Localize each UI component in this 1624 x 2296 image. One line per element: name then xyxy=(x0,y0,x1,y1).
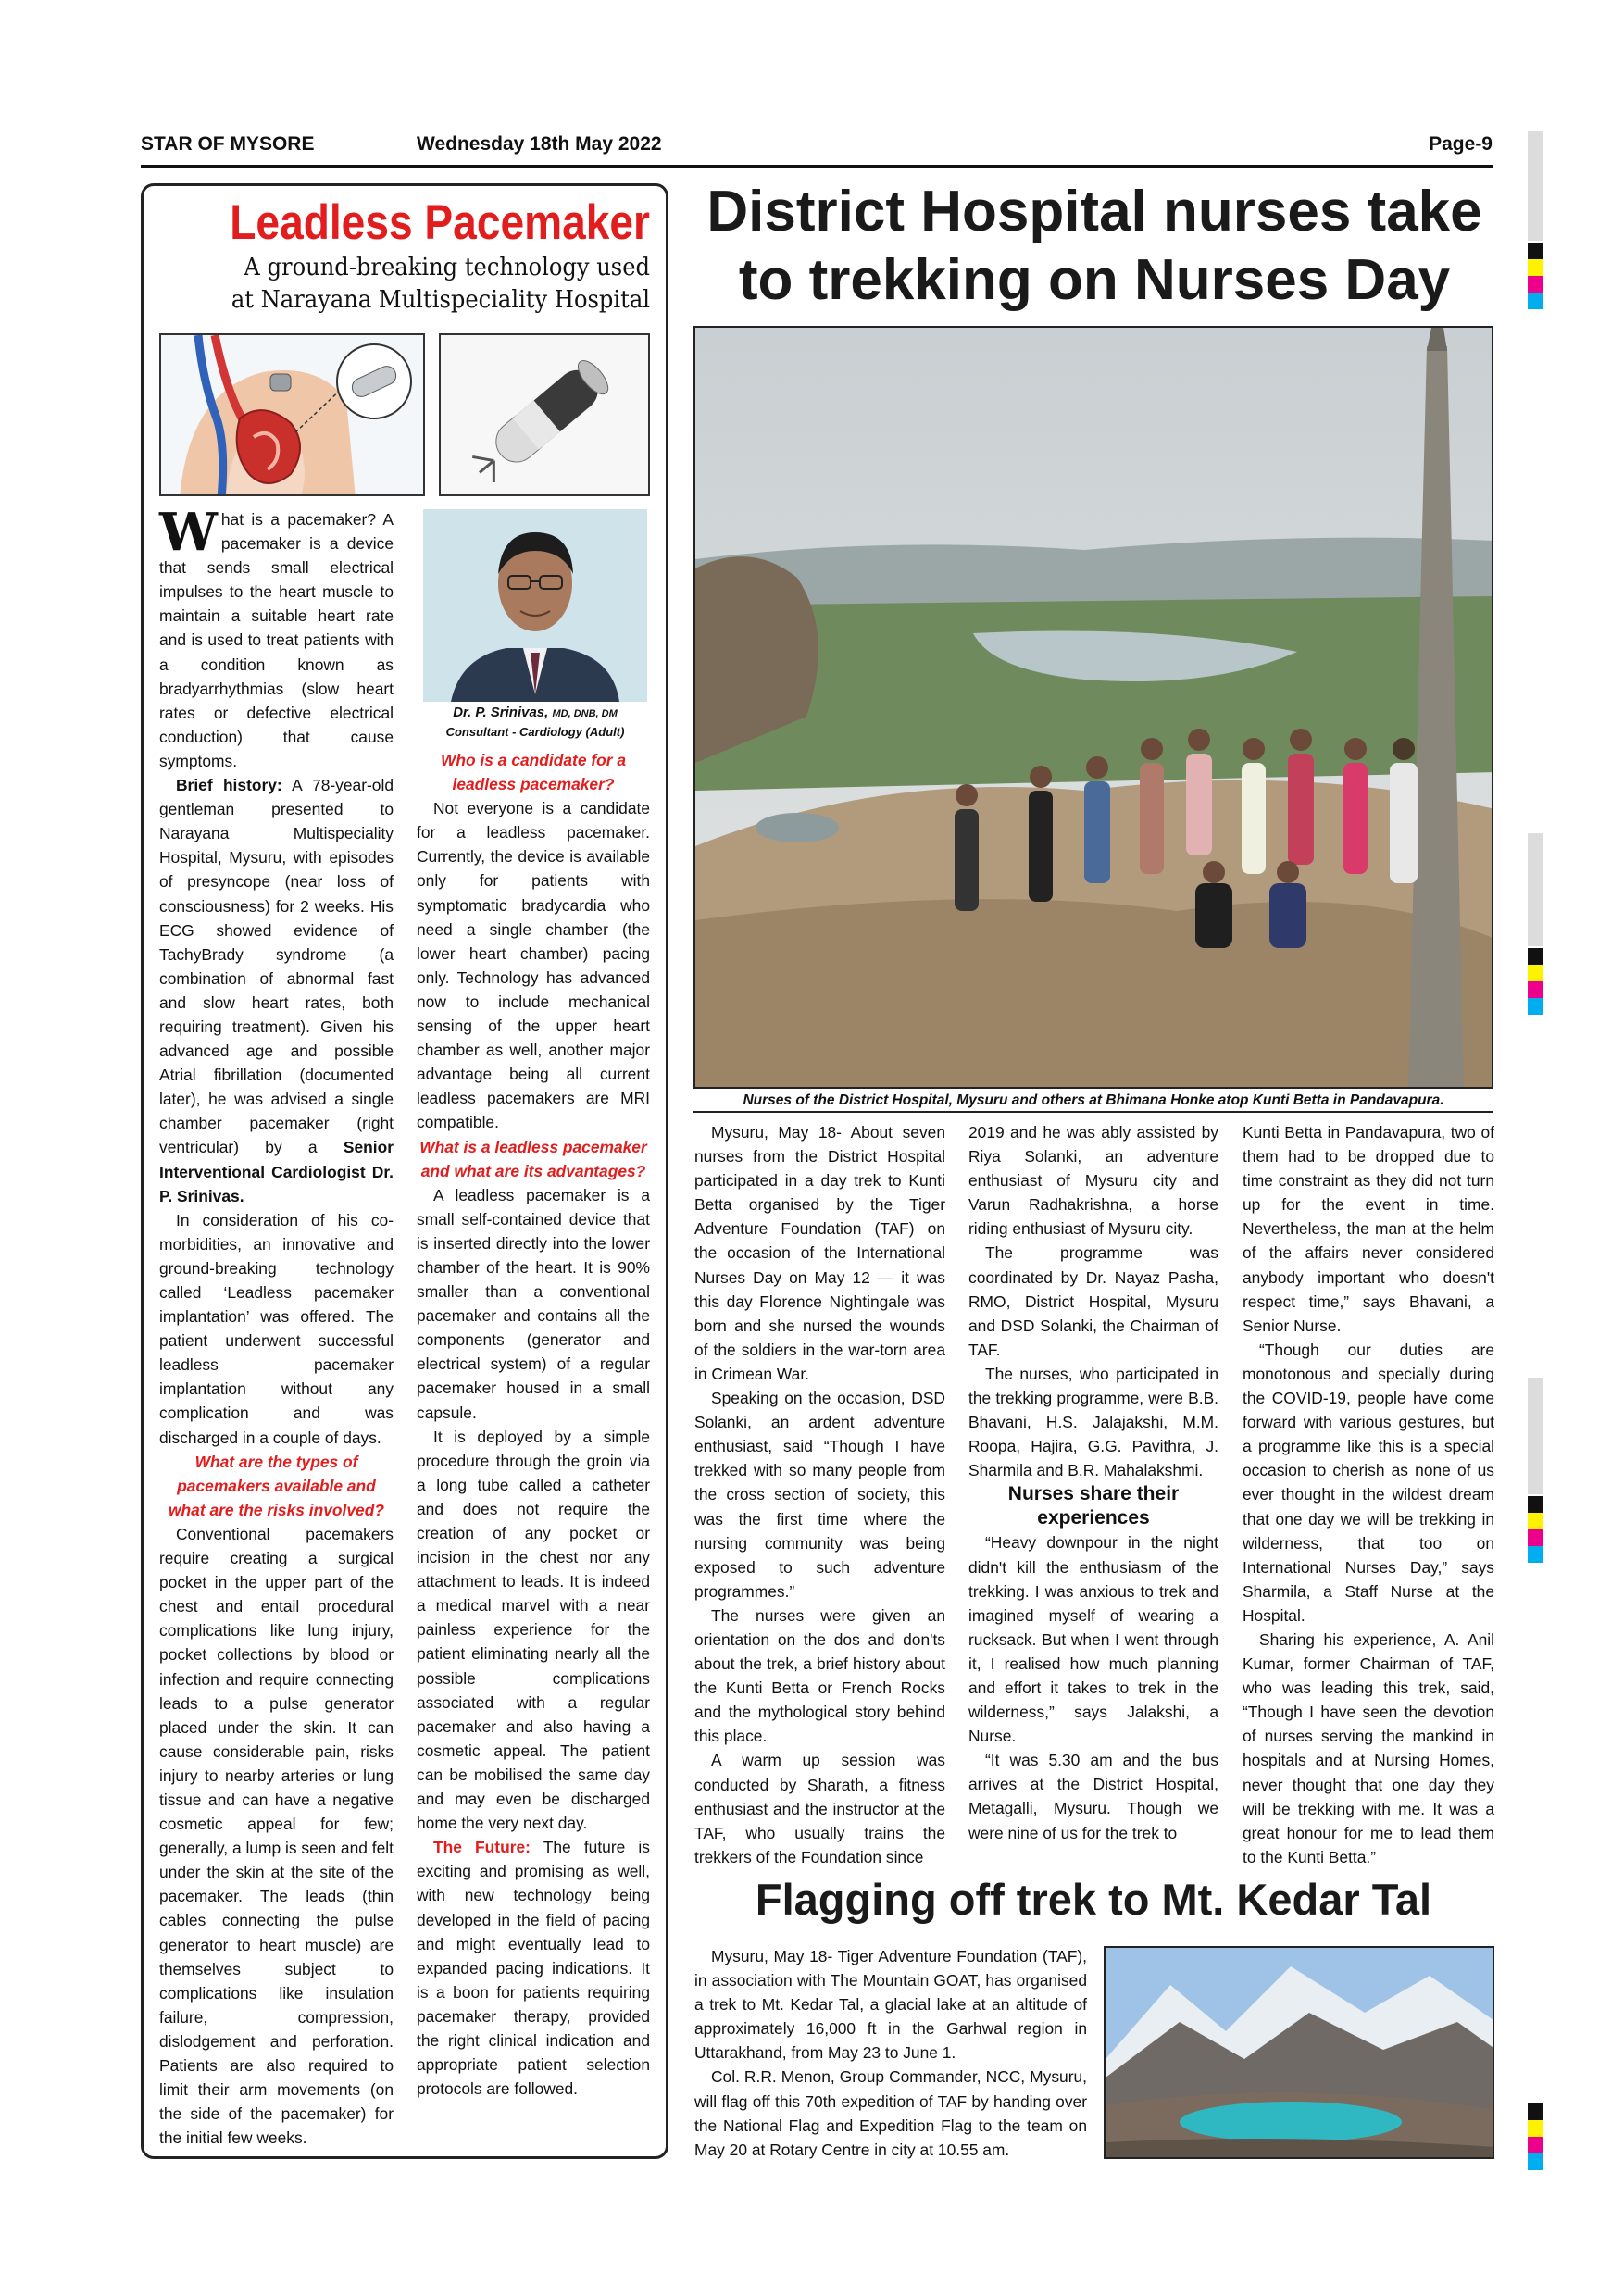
subheading: Nurses share their experiences xyxy=(1007,1483,1180,1529)
paragraph: The programme was coordinated by Dr. Nayaz Pasha, RMO, District Hospital, Mysuru and DSD Solanki, the Chairman of TAF. xyxy=(968,1243,1218,1359)
kedar-headline: Flagging off trek to Mt. Kedar Tal xyxy=(755,1875,1432,1924)
doctor-name: Dr. P. Srinivas, xyxy=(453,705,549,720)
registration-mark xyxy=(1528,2103,1543,2170)
paragraph: It is deployed by a simple procedure through the groin via a long tube called a catheter and does not require the creation of any pocket or incision in the chest nor any attachment to leads. It is indeed a medical marvel with a near painless experience for the patient eliminating nearly all the possible complications associated with a regular pacemaker and also having a cosmetic appeal. The patient can be mobilised the same day and may even be discharged home the very next day. xyxy=(417,1427,650,1833)
paragraph xyxy=(417,1835,650,2101)
paragraph: Mysuru, May 18- Tiger Adventure Foundation (TAF), in association with The Mountain GOAT, has organised a trek to Mt. Kedar Tal, a glacial lake at an altitude of approximately 16,000 ft in the Garhwal region in Uttarakhand, from May 23 to June 1. xyxy=(694,1947,1087,2063)
question-heading: Who is a candidate for a leadless pacemaker? xyxy=(440,751,627,794)
paragraph: 2019 and he was ably assisted by Riya Solanki, an adventure enthusiast of Mysuru city and Varun Radhakrishna, a horse riding enthusiast of Mysuru city. xyxy=(968,1123,1218,1239)
paragraph: Sharing his experience, A. Anil Kumar, former Chairman of TAF, who was leading this trek, said, “Though I have seen the devotion of nurses serving the mankind in hospitals and at Nursing Homes, never thought that one day they will be trekking with me. It was a great honour for me to lead them to the Kunti Betta.” xyxy=(1243,1629,1494,1866)
paragraph-text: A 78-year-old gentleman presented to Narayana Multispeciality Hospital, Mysuru, with episodes of presyncope (near loss of consciousness) for 2 weeks. His ECG showed evidence of TachyBrady syndrome (a combination of abnormal fast and slow heart rates, both requiring treatment). Given his advanced age and possible Atrial fibrillation (documented later), he was advised a single chamber pacemaker (right ventricular) by a xyxy=(159,776,394,1157)
subheadline-line: at Narayana Multispeciality Hospital xyxy=(231,286,650,314)
paragraph: In consideration of his co-morbidities, an innovative and ground-breaking technology called ‘Leadless pacemaker implantation’ was offered. The patient underwent successful leadless pacemaker implantation without any complication and was discharged in a couple of days. xyxy=(159,1210,394,1447)
question-heading: What are the types of pacemakers available and what are the risks involved? xyxy=(169,1452,384,1519)
paragraph: Speaking on the occasion, DSD Solanki, an ardent adventure enthusiast, said “Though I have trekked with so many people from the cross section of society, this was the first time where the nursing community was being exposed to such adventure programmes.” xyxy=(694,1389,945,1601)
paragraph: “Heavy downpour in the night didn't kill the enthusiasm of the trekking. I was anxious to trek and imagined myself of wearing a rucksack. But when I went through it, I realised how much planning and effort it takes to trek in the wilderness,” says Jalakshi, a Nurse. xyxy=(968,1533,1218,1746)
heart-illustration xyxy=(159,333,425,496)
photo-caption: Nurses of the District Hospital, Mysuru and others at Bhimana Honke atop Kunti Betta in Pandavapura. xyxy=(743,1092,1444,1108)
registration-mark xyxy=(1528,243,1543,309)
margin-bar xyxy=(1528,1378,1543,1494)
kedar-article xyxy=(694,1944,1087,2162)
masthead xyxy=(141,133,1493,165)
nurses-column-1 xyxy=(694,1120,945,1869)
paragraph: A leadless pacemaker is a small self-contained device that is inserted directly into the lower chamber of the heart. It is 90% smaller than a conventional pacemaker and contains all the components (generator and electrical system) of a regular pacemaker housed in a small capsule. xyxy=(417,1185,650,1422)
nurses-column-2 xyxy=(968,1120,1218,1845)
paragraph xyxy=(159,502,394,773)
paragraph: Mysuru, May 18- About seven nurses from the District Hospital participated in a day trek to Kunti Betta organised by the Tiger Adventure Foundation (TAF) on the occasion of the International Nurses Day on May 12 — it was this day Florence Nightingale was born and she nursed the wounds of the soldiers in the war-torn area in Crimean War. xyxy=(694,1123,945,1383)
pacemaker-device-illustration xyxy=(439,333,650,496)
paragraph: The nurses were given an orientation on the dos and don'ts about the trek, a brief history about the Kunti Betta or French Rocks and the mythological story behind this place. xyxy=(694,1605,945,1746)
page-number: Page-9 xyxy=(1429,133,1493,155)
margin-bar xyxy=(1528,131,1543,241)
registration-mark xyxy=(1528,1496,1543,1563)
headline-line: District Hospital nurses take xyxy=(706,180,1482,243)
headline-line: to trekking on Nurses Day xyxy=(738,248,1451,312)
issue-date: Wednesday 18th May 2022 xyxy=(417,133,662,155)
paragraph: “It was 5.30 am and the bus arrives at the District Hospital, Metagalli, Mysuru. Though we were nine of us for the trek to xyxy=(968,1751,1218,1842)
pacemaker-column-2 xyxy=(417,748,650,2101)
question-heading: What is a leadless pacemaker and what are its advantages? xyxy=(419,1137,647,1180)
lead-in: Brief history: xyxy=(176,776,282,795)
paragraph-text: hat is a pacemaker? A pacemaker is a device that sends small electrical impulses to the heart muscle to maintain a suitable heart rate and is used to treat patients with a condition known as bradyarrhythmias (slow heart rates or defective electrical conduction) that cause symptoms. xyxy=(159,510,394,770)
masthead-rule xyxy=(141,165,1493,168)
doctor-photo xyxy=(423,509,647,702)
paragraph: Conventional pacemakers require creating a surgical pocket in the upper part of the chest and entail procedural complications like lung injury, pocket collections by blood or infection and require connecting leads to a pulse generator placed under the skin. It can cause considerable pain, risks injury to nearby arteries or lung tissue and can have a negative cosmetic appeal for few; generally, a lump is seen and felt under the skin at the site of the pacemaker. The leads (thin cables connecting the pulse generator to heart muscle) are themselves subject to complications like insulation failure, compression, dislodgement and perforation. Patients are also required to limit their arm movements (on the side of the pacemaker) for the initial few weeks. xyxy=(159,1524,394,2148)
doctor-caption xyxy=(423,704,647,741)
doctor-degrees: MD, DNB, DM xyxy=(552,708,618,719)
paragraph: Not everyone is a candidate for a leadless pacemaker. Currently, the device is available only for patients with symptomatic bradycardia who need a single chamber (the lower heart chamber) pacing only. Technology has advanced now to include mechanical sensing of the upper heart chamber as well, another major advantage being all current leadless pacemakers are MRI compatible. xyxy=(417,799,650,1132)
paragraph: Col. R.R. Menon, Group Commander, NCC, Mysuru, will flag off this 70th expedition of TAF by handing over the National Flag and Expedition Flag to the team on May 20 at Rotary Centre in city at 10.55 am. xyxy=(694,2067,1087,2159)
nurses-headline xyxy=(687,178,1502,315)
kedar-tal-photo xyxy=(1104,1946,1494,2159)
nurses-trek-photo xyxy=(693,326,1493,1089)
nurses-column-3 xyxy=(1243,1120,1494,1869)
pacemaker-headline: Leadless Pacemaker xyxy=(230,195,651,250)
paragraph: A warm up session was conducted by Sharath, a fitness enthusiast and the instructor at the TAF, who usually trains the trekkers of the Foundation since xyxy=(694,1751,945,1866)
lead-in: The Future: xyxy=(433,1838,531,1857)
margin-bar xyxy=(1528,833,1543,946)
doctor-role: Consultant - Cardiology (Adult) xyxy=(445,725,625,739)
pacemaker-subheadline xyxy=(192,252,650,317)
publication-name: STAR OF MYSORE xyxy=(141,133,315,155)
paragraph: The nurses, who participated in the trekking programme, were B.B. Bhavani, H.S. Jalajakshi, M.M. Roopa, Hajira, G.G. Pavithra, J. Sharmila and B.R. Mahalakshmi. xyxy=(968,1364,1218,1480)
paragraph xyxy=(159,773,394,1208)
registration-mark xyxy=(1528,948,1543,1015)
caption-rule xyxy=(693,1111,1493,1113)
paragraph: “Though our duties are monotonous and specially during the COVID-19, people have come forward with various gestures, but a programme like this is a special occasion to cherish as none of us ever thought in the wildest dream that one day we will be trekking in wilderness, that too on International Nurses Day,” says Sharmila, a Staff Nurse at the Hospital. xyxy=(1243,1340,1494,1625)
drop-cap: W xyxy=(159,502,218,563)
paragraph-text: The future is exciting and promising as well, with new technology being developed in the field of pacing and might eventually lead to expanded pacing indications. It is a boon for patients requiring pacemaker therapy, provided the right clinical indication and appropriate patient selection protocols are followed. xyxy=(417,1838,650,2099)
paragraph: Kunti Betta in Pandavapura, two of them had to be dropped due to time constraint as they did not turn up for the event in time. Nevertheless, the man at the helm of the affairs never considered anybody important who doesn't respect time,” says Bhavani, a Senior Nurse. xyxy=(1243,1123,1494,1335)
subheadline-line: A ground-breaking technology used xyxy=(244,254,650,281)
pacemaker-column-1 xyxy=(159,502,394,2150)
bold-text: Senior Interventional Cardiologist Dr. P. Srinivas. xyxy=(159,1138,394,1205)
